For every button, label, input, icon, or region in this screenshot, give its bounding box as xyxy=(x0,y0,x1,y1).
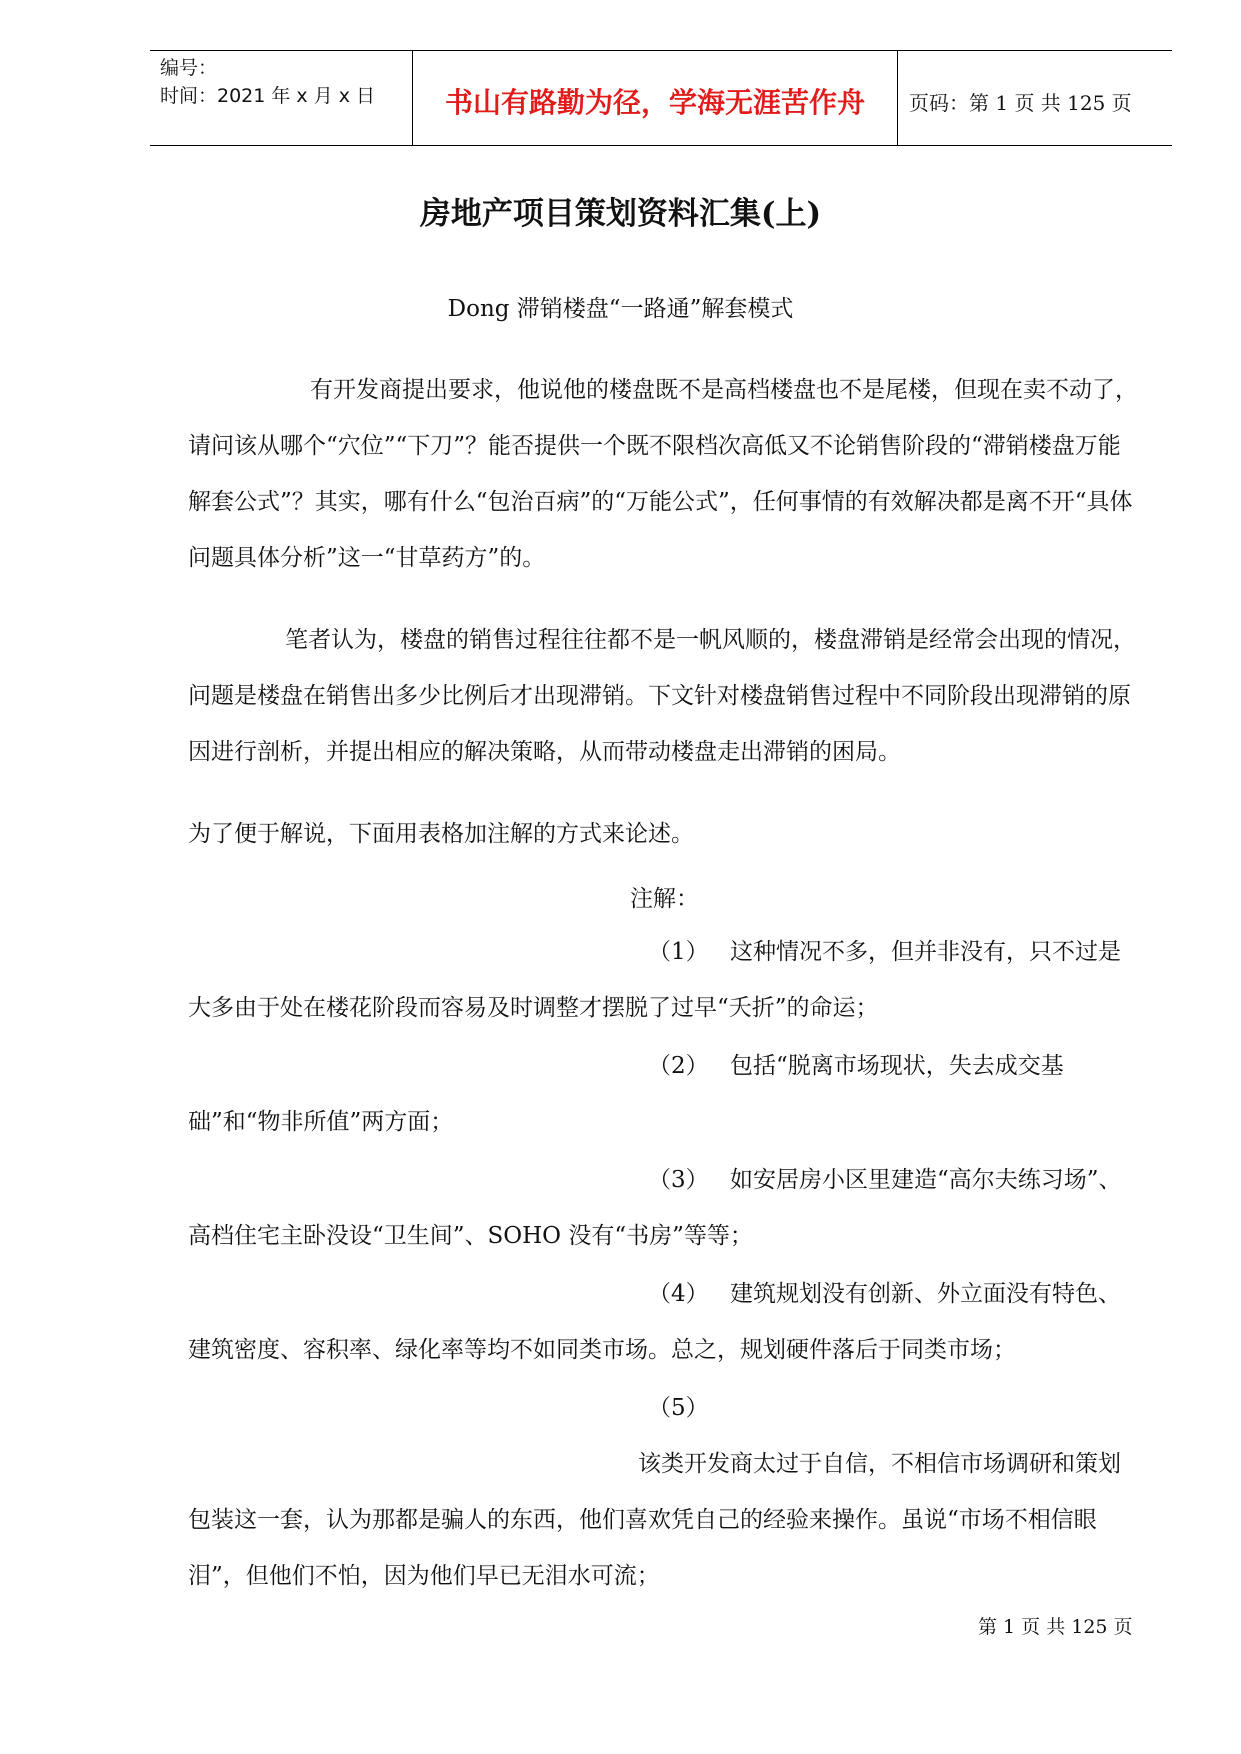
note-text: 包括“脱离市场现状，失去成交基础”和“物非所值”两方面； xyxy=(188,1053,1064,1135)
page-footer: 第 1 页 共 125 页 xyxy=(978,1616,1133,1638)
page-header xyxy=(150,50,1172,146)
document-title: 房地产项目策划资料汇集(上) xyxy=(419,196,822,232)
note-4 xyxy=(188,1266,1138,1378)
notes-label: 注解： xyxy=(630,886,699,912)
note-text: 建筑规划没有创新、外立面没有特色、建筑密度、容积率、绿化率等均不如同类市场。总之，规划硬件落后于同类市场； xyxy=(188,1281,1121,1363)
header-meta xyxy=(150,51,412,145)
note-text: 该类开发商太过于自信，不相信市场调研和策划包装这一套，认为那都是骗人的东西，他们喜欢凭自己的经验来操作。虽说“市场不相信眼泪”，但他们不怕，因为他们早已无泪水可流； xyxy=(188,1451,1121,1589)
note-text: 这种情况不多，但并非没有，只不过是大多由于处在楼花阶段而容易及时调整才摆脱了过早“夭折”的命运； xyxy=(188,939,1121,1021)
note-text: 如安居房小区里建造“高尔夫练习场”、高档住宅主卧没设“卫生间”、SOHO 没有“书房”等等； xyxy=(188,1167,1122,1249)
paragraph-2: 笔者认为，楼盘的销售过程往往都不是一帆风顺的，楼盘滞销是经常会出现的情况，问题是楼盘在销售出多少比例后才出现滞销。下文针对楼盘销售过程中不同阶段出现滞销的原因进行剖析，并提出相应的解决策略，从而带动楼盘走出滞销的困局。 xyxy=(188,627,1136,765)
time-label: 时间：2021 年 x 月 x 日 xyxy=(160,85,376,107)
motto: 书山有路勤为径，学海无涯苦作舟 xyxy=(444,86,865,119)
note-number: （5） xyxy=(648,1395,709,1421)
paragraph-3: 为了便于解说，下面用表格加注解的方式来论述。 xyxy=(188,821,694,847)
note-number: （1） xyxy=(648,939,709,965)
header-motto-cell xyxy=(412,51,898,145)
number-label: 编号： xyxy=(160,57,218,79)
note-3 xyxy=(188,1152,1138,1264)
note-number: （4） xyxy=(648,1281,709,1307)
note-1 xyxy=(188,924,1138,1036)
page-code: 页码：第 1 页 共 125 页 xyxy=(909,91,1132,115)
note-5 xyxy=(188,1380,1138,1604)
header-page-cell xyxy=(897,51,1172,145)
document-subtitle: Dong 滞销楼盘“一路通”解套模式 xyxy=(447,296,794,322)
note-number: （2） xyxy=(648,1053,709,1079)
note-number: （3） xyxy=(648,1167,709,1193)
note-2 xyxy=(188,1038,1138,1150)
paragraph-1: 有开发商提出要求，他说他的楼盘既不是高档楼盘也不是尾楼，但现在卖不动了，请问该从哪个“穴位”“下刀”？能否提供一个既不限档次高低又不论销售阶段的“滞销楼盘万能解套公式”？其实，哪有什么“包治百病”的“万能公式”，任何事情的有效解决都是离不开“具体问题具体分析”这一“甘草药方”的。 xyxy=(188,377,1138,571)
